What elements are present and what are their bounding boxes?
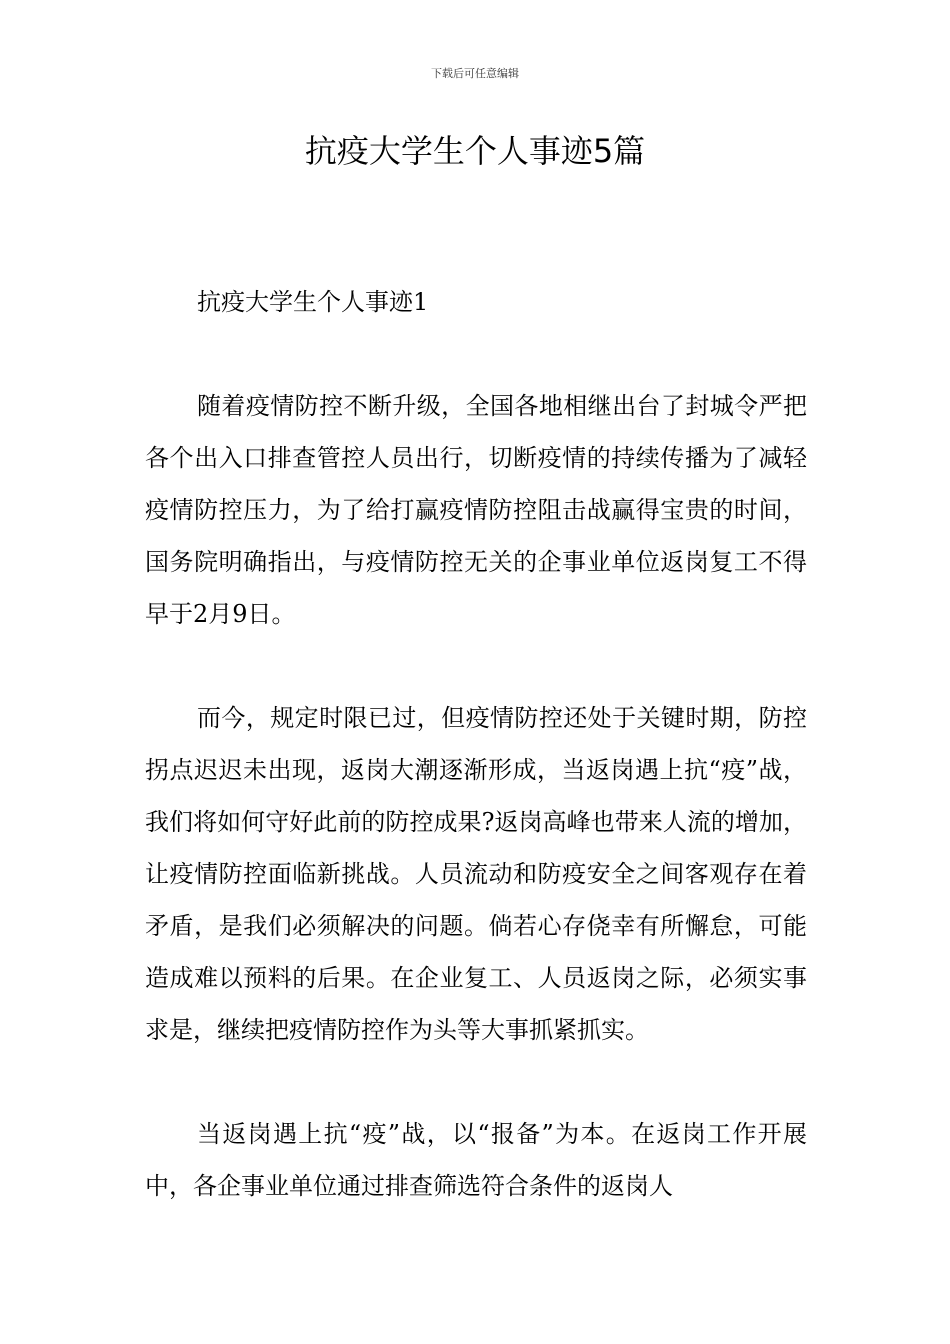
header-note: 下载后可任意编辑 [431,67,519,80]
paragraph: 随着疫情防控不断升级，全国各地相继出台了封城令严把各个出入口排查管控人员出行，切断疫情的持续传播为了减轻疫情防控压力，为了给打赢疫情防控阻击战赢得宝贵的时间，国务院明确指出，与疫情防控无关的企事业单位返岗复工不得早于2月9日。 [145,392,807,628]
paragraph: 而今，规定时限已过，但疫情防控还处于关键时期，防控拐点迟迟未出现，返岗大潮逐渐形成，当返岗遇上抗“疫”战，我们将如何守好此前的防控成果?返岗高峰也带来人流的增加，让疫情防控面临新挑战。人员流动和防疫安全之间客观存在着矛盾，是我们必须解决的问题。倘若心存侥幸有所懈怠，可能造成难以预料的后果。在企业复工、人员返岗之际，必须实事求是，继续把疫情防控作为头等大事抓紧抓实。 [145,704,807,1044]
section-title: 抗疫大学生个人事迹1 [197,288,429,316]
document-title: 抗疫大学生个人事迹5篇 [304,132,646,170]
paragraph: 当返岗遇上抗“疫”战，以“报备”为本。在返岗工作开展中，各企事业单位通过排查筛选符合条件的返岗人 [145,1120,807,1200]
document-body [145,276,807,1212]
